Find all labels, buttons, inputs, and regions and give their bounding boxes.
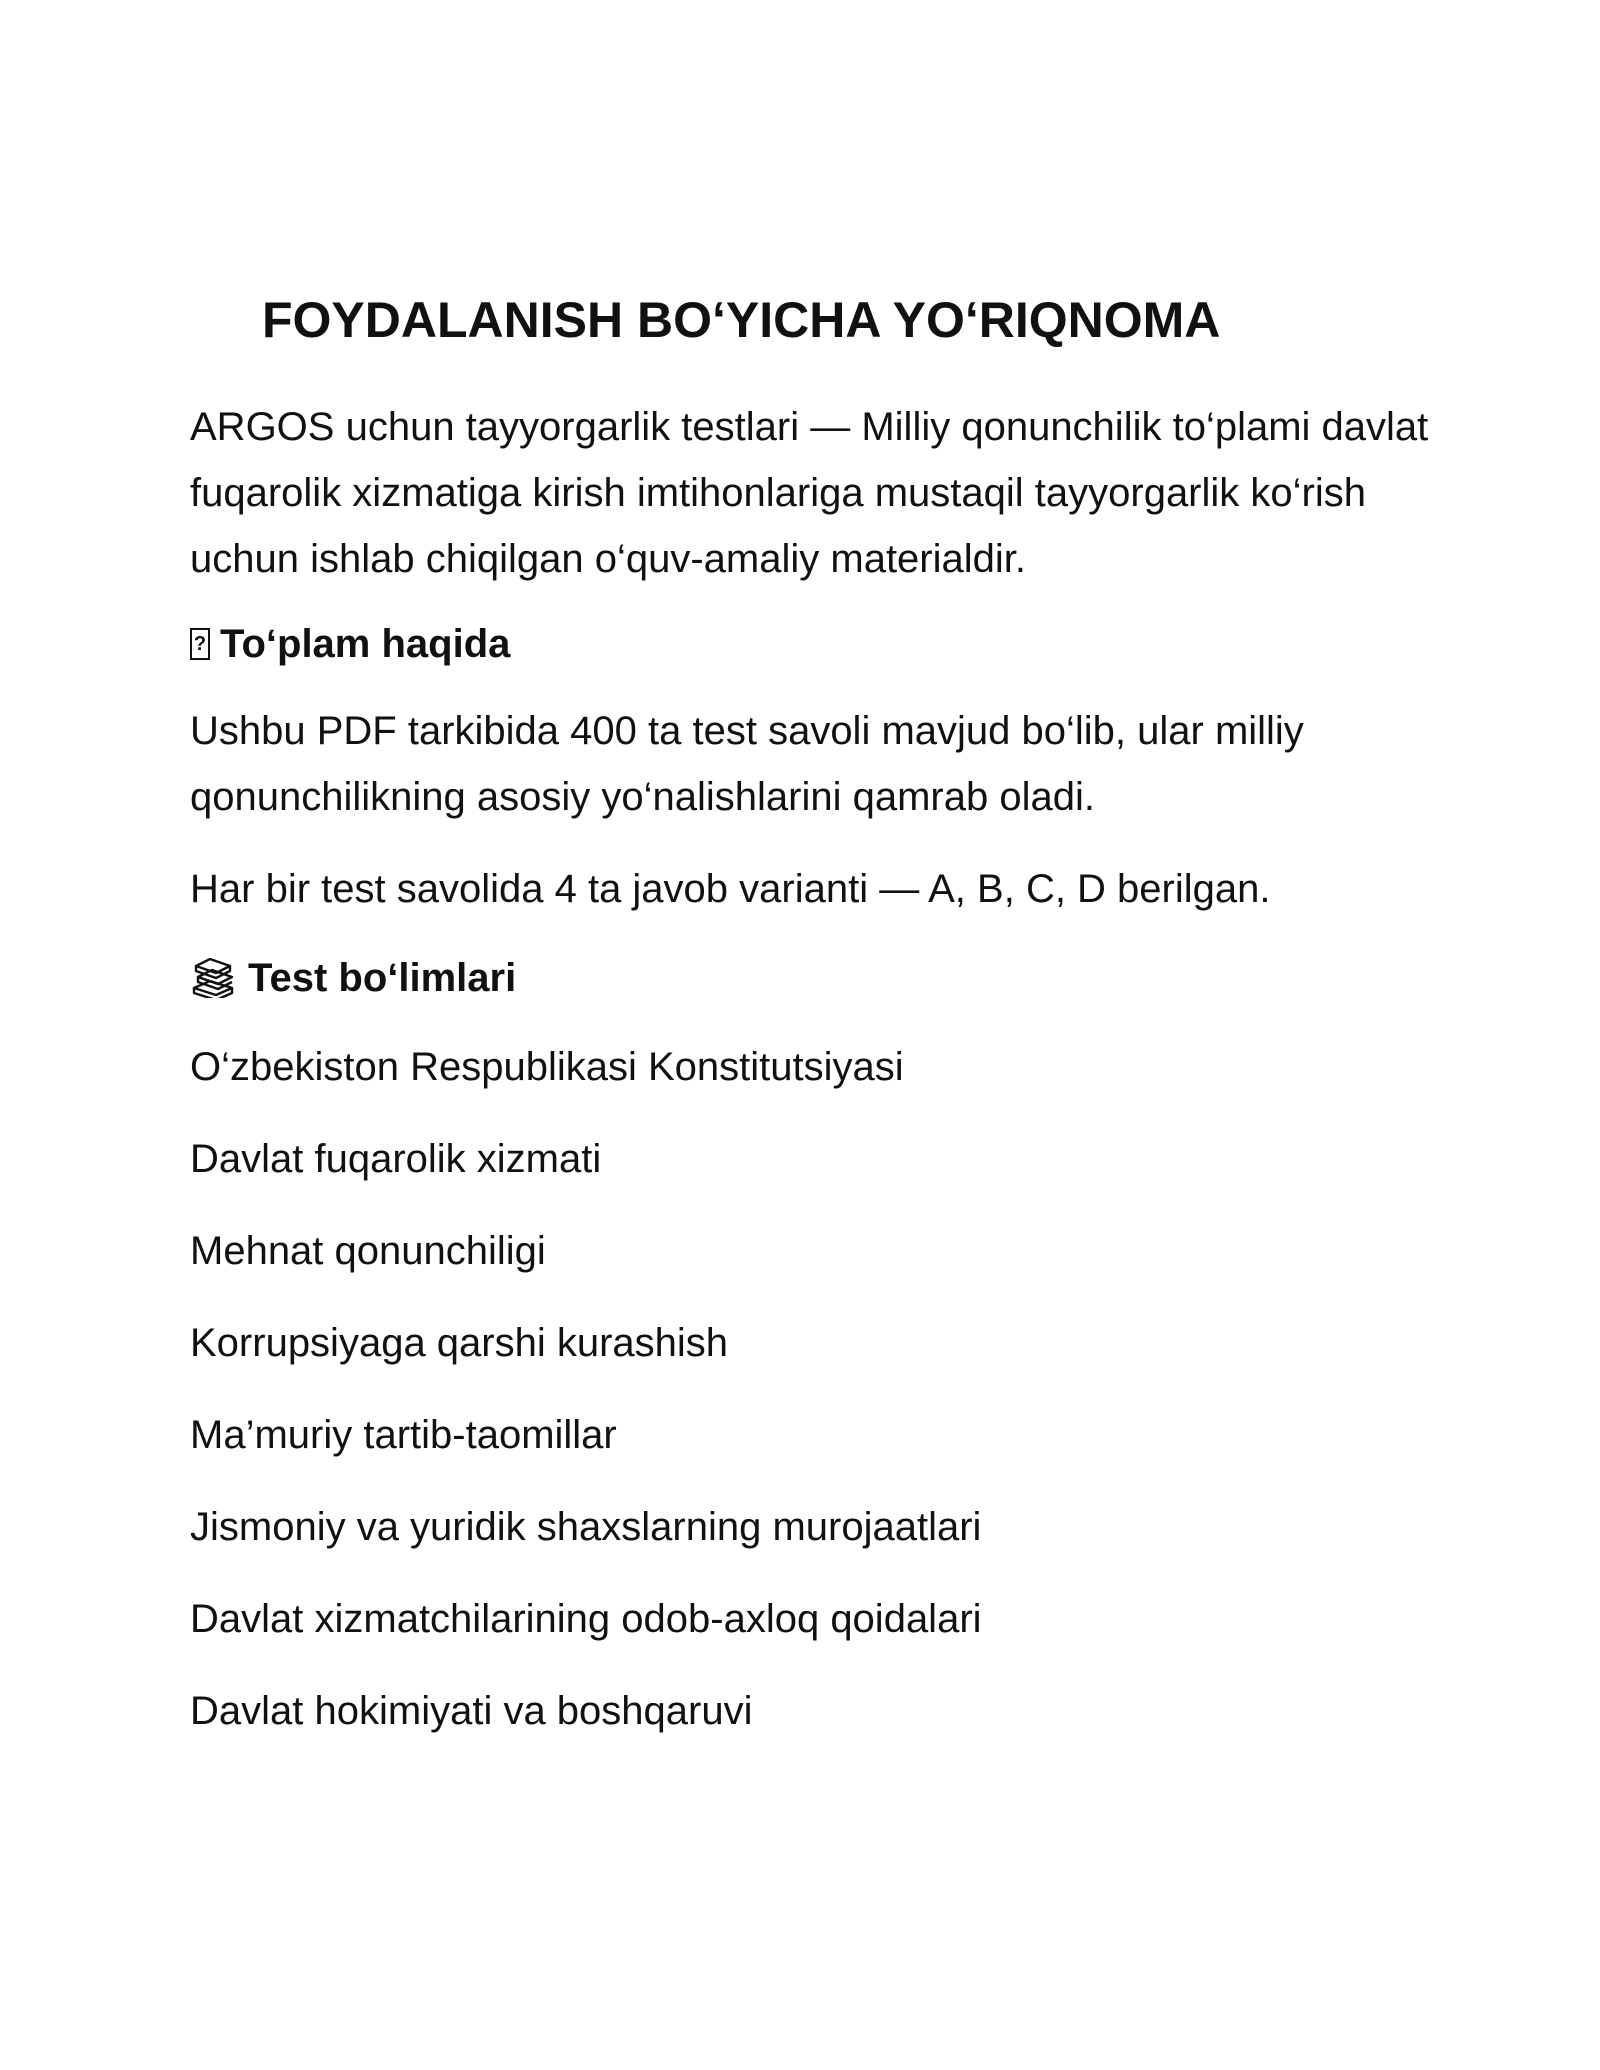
list-item: Mehnat qonunchiligi [190, 1229, 546, 1273]
intro-paragraph: ARGOS uchun tayyorgarlik testlari — Milliy qonunchilik to‘plami davlat fuqarolik xizmatiga kirish imtihonlariga mustaqil tayyorgarlik ko‘rish uchun ishlab chiqilgan o‘quv-amaliy materialdir. [190, 405, 1429, 581]
list-item: Davlat hokimiyati va boshqaruvi [190, 1689, 753, 1733]
list-item: Jismoniy va yuridik shaxslarning murojaatlari [190, 1505, 982, 1549]
about-paragraph-1: Ushbu PDF tarkibida 400 ta test savoli mavjud bo‘lib, ular milliy qonunchilikning asosiy yo‘nalishlarini qamrab oladi. [190, 709, 1304, 819]
list-item: Korrupsiyaga qarshi kurashish [190, 1321, 729, 1365]
about-paragraph-2: Har bir test savolida 4 ta javob varianti — A, B, C, D berilgan. [190, 867, 1271, 911]
about-heading [190, 614, 1440, 674]
sections-heading-label: Test bo‘limlari [248, 956, 517, 1000]
about-heading-label: To‘plam haqida [220, 622, 511, 666]
sections-heading [190, 948, 1440, 1008]
books-icon [190, 958, 236, 998]
list-item: Ma’muriy tartib-taomillar [190, 1413, 617, 1457]
page-title: FOYDALANISH BO‘YICHA YO‘RIQNOMA [262, 292, 1221, 348]
sections-list [190, 1034, 1440, 1744]
document-body [190, 394, 1440, 1770]
list-item: O‘zbekiston Respublikasi Konstitutsiyasi [190, 1045, 904, 1089]
missing-glyph-icon: ? [190, 628, 210, 660]
list-item: Davlat xizmatchilarining odob-axloq qoidalari [190, 1597, 982, 1641]
list-item: Davlat fuqarolik xizmati [190, 1137, 602, 1181]
